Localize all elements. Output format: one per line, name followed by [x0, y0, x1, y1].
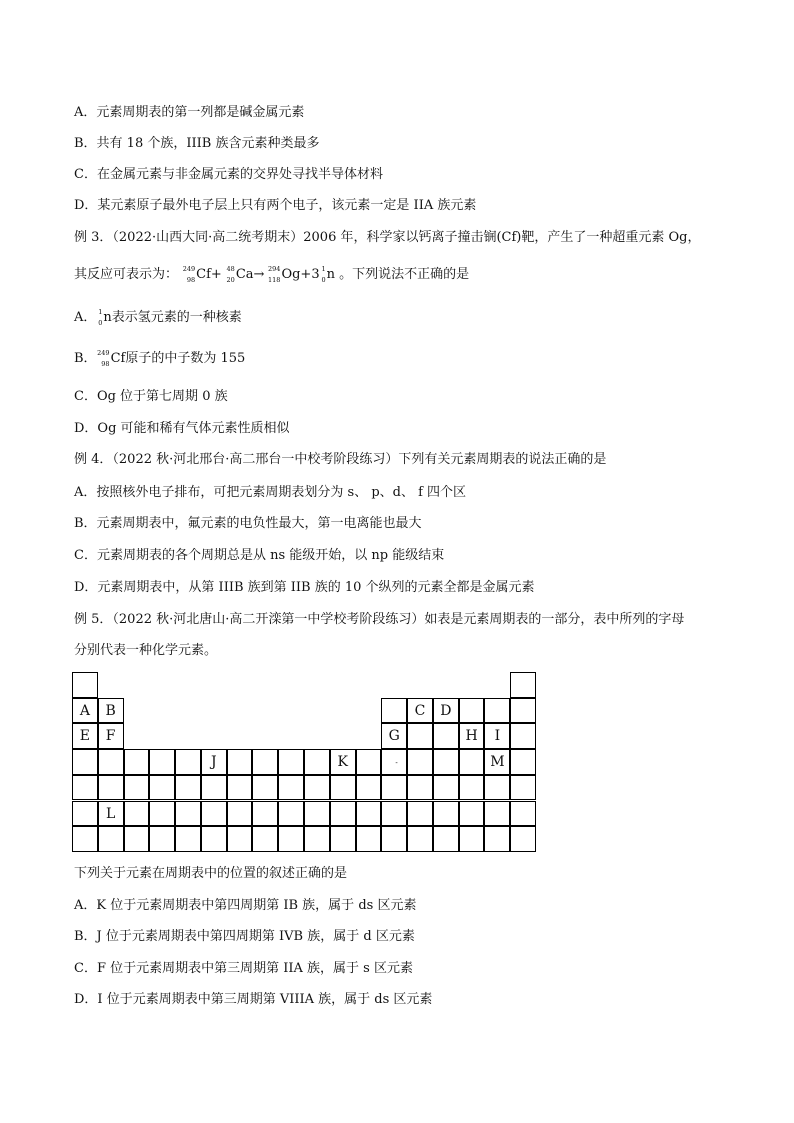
table-cell — [149, 749, 175, 775]
table-cell — [72, 749, 98, 775]
table-cell — [330, 826, 356, 852]
table-cell — [252, 826, 278, 852]
q3-option-b — [74, 350, 245, 368]
element-label-g: G — [388, 728, 400, 745]
table-cell — [510, 775, 536, 801]
og-symbol: Og — [281, 267, 301, 282]
table-cell — [149, 826, 175, 852]
table-cell — [278, 775, 304, 801]
table-cell — [278, 826, 304, 852]
q5-stem-line2: 分别代表一种化学元素。 — [74, 643, 218, 658]
option-a-atomic: 0 — [98, 319, 103, 327]
table-cell — [407, 749, 433, 775]
table-cell — [459, 698, 485, 724]
table-cell — [459, 775, 485, 801]
option-a-prefix: A． — [74, 310, 97, 325]
table-cell — [175, 801, 201, 827]
intro-option-b: B．共有 18 个族，IIIB 族含元素种类最多 — [74, 136, 320, 151]
n-atomic: 0 — [321, 276, 326, 284]
table-cell — [407, 723, 433, 749]
option-b-text: 原子的中子数为 155 — [125, 351, 246, 366]
q3-option-d: D．Og 可能和稀有气体元素性质相似 — [74, 421, 290, 436]
table-cell — [459, 801, 485, 827]
table-cell — [98, 801, 124, 827]
table-cell — [201, 775, 227, 801]
element-label-h: H — [465, 728, 478, 745]
table-cell — [433, 698, 459, 724]
q3-option-c: C．Og 位于第七周期 0 族 — [74, 389, 228, 404]
table-cell — [304, 749, 330, 775]
element-label-m: M — [490, 754, 505, 771]
ca-symbol: Ca — [235, 267, 254, 282]
table-cell — [510, 698, 536, 724]
nuclide-cf — [182, 266, 196, 284]
reaction-arrow: → — [253, 267, 265, 282]
table-cell — [252, 749, 278, 775]
cf-mass: 249 — [182, 265, 196, 273]
q5-stem-line1: 例 5．（2022 秋·河北唐山·高二开滦第一中学校考阶段练习）如表是元素周期表的一部分，表中所列的字母 — [74, 612, 685, 627]
table-cell — [510, 723, 536, 749]
table-cell — [98, 749, 124, 775]
plus-sign: + — [210, 267, 222, 282]
table-cell — [381, 698, 407, 724]
table-cell — [175, 775, 201, 801]
intro-option-c: C．在金属元素与非金属元素的交界处寻找半导体材料 — [74, 167, 383, 182]
table-cell — [98, 775, 124, 801]
table-cell — [459, 749, 485, 775]
table-cell — [304, 775, 330, 801]
table-cell — [278, 801, 304, 827]
og-mass: 294 — [268, 265, 281, 273]
table-cell — [510, 826, 536, 852]
table-cell — [484, 723, 510, 749]
q4-option-b: B．元素周期表中，氟元素的电负性最大，第一电离能也最大 — [74, 516, 422, 531]
table-cell — [201, 749, 227, 775]
q5-option-c: C．F 位于元素周期表中第三周期第 IIA 族，属于 s 区元素 — [74, 961, 413, 976]
table-cell — [72, 826, 98, 852]
table-cell — [381, 749, 407, 775]
q4-stem: 例 4．（2022 秋·河北邢台·高二邢台一中校考阶段练习）下列有关元素周期表的说法正确的是 — [74, 452, 607, 467]
cf-symbol: Cf — [196, 267, 211, 282]
table-cell — [433, 749, 459, 775]
element-label-l: L — [106, 805, 116, 822]
n-mass: 1 — [321, 265, 326, 273]
table-cell — [484, 801, 510, 827]
q3-option-a — [74, 309, 242, 327]
nuclide-ca — [222, 266, 236, 284]
q4-option-c: C．元素周期表的各个周期总是从 ns 能级开始，以 np 能级结束 — [74, 548, 445, 563]
table-cell — [149, 801, 175, 827]
q5-option-b: B．J 位于元素周期表中第四周期第 IVB 族，属于 d 区元素 — [74, 929, 415, 944]
table-cell — [72, 775, 98, 801]
table-cell — [381, 826, 407, 852]
q4-option-d: D．元素周期表中，从第 IIIB 族到第 IIB 族的 10 个纵列的元素全都是金属元素 — [74, 580, 535, 595]
table-cell — [433, 775, 459, 801]
table-cell — [459, 723, 485, 749]
q5-option-a: A．K 位于元素周期表中第四周期第 IB 族，属于 ds 区元素 — [74, 898, 417, 913]
table-cell — [433, 826, 459, 852]
table-cell — [381, 775, 407, 801]
table-cell — [356, 826, 382, 852]
table-cell — [149, 775, 175, 801]
element-label-a: A — [79, 702, 90, 719]
q3-stem-suffix: 。下列说法不正确的是 — [339, 267, 470, 282]
option-b-nuclide — [97, 350, 111, 368]
table-cell — [252, 801, 278, 827]
ca-atomic: 20 — [226, 276, 235, 284]
table-cell — [510, 672, 536, 698]
table-cell — [330, 749, 356, 775]
table-cell — [304, 826, 330, 852]
ca-mass: 48 — [226, 265, 235, 273]
periodic-table-excerpt — [72, 672, 536, 852]
table-cell — [484, 749, 510, 775]
table-cell — [72, 698, 98, 724]
element-label-k: K — [337, 754, 348, 771]
table-cell — [356, 801, 382, 827]
nuclide-n — [320, 266, 327, 284]
option-a-nuclide — [96, 309, 103, 327]
table-cell — [124, 775, 150, 801]
q4-option-a: A．按照核外电子排布，可把元素周期表划分为 s、 p、d、 f 四个区 — [74, 485, 467, 500]
table-cell — [407, 698, 433, 724]
table-cell — [72, 723, 98, 749]
n-symbol: n — [326, 267, 335, 282]
element-label-c: C — [414, 702, 426, 719]
table-cell — [124, 826, 150, 852]
table-cell — [201, 826, 227, 852]
table-cell — [407, 826, 433, 852]
q3-stem-line2 — [74, 266, 469, 284]
option-b-mass: 249 — [97, 349, 110, 357]
option-b-atomic: 98 — [101, 360, 110, 368]
element-label-e: E — [79, 728, 91, 745]
q5-question: 下列关于元素在周期表中的位置的叙述正确的是 — [74, 866, 348, 881]
table-cell — [72, 801, 98, 827]
table-cell — [484, 698, 510, 724]
option-a-text: 表示氢元素的一种核素 — [111, 310, 242, 325]
table-cell — [124, 801, 150, 827]
q5-option-d: D．I 位于元素周期表中第三周期第 VIIIA 族，属于 ds 区元素 — [74, 992, 433, 1007]
q3-stem-prefix: 其反应可表示为： — [74, 267, 179, 282]
table-cell — [201, 801, 227, 827]
option-b-prefix: B． — [74, 351, 97, 366]
table-cell — [304, 801, 330, 827]
intro-option-d: D．某元素原子最外电子层上只有两个电子，该元素一定是 IIA 族元素 — [74, 198, 477, 213]
table-cell — [252, 775, 278, 801]
table-cell — [484, 775, 510, 801]
table-cell — [381, 801, 407, 827]
intro-option-a: A．元素周期表的第一列都是碱金属元素 — [74, 105, 305, 120]
table-cell — [227, 801, 253, 827]
cf-atomic: 98 — [186, 276, 196, 284]
table-cell — [330, 801, 356, 827]
table-cell — [98, 826, 124, 852]
element-label-d: D — [440, 702, 452, 719]
table-cell — [433, 723, 459, 749]
table-cell — [124, 749, 150, 775]
og-atomic: 118 — [268, 276, 281, 284]
table-cell — [98, 723, 124, 749]
table-cell — [175, 826, 201, 852]
table-cell — [98, 698, 124, 724]
q3-equation — [182, 267, 339, 282]
table-cell — [227, 749, 253, 775]
option-b-symbol: Cf — [110, 351, 126, 366]
table-cell — [175, 749, 201, 775]
element-label-i: I — [494, 728, 501, 745]
table-cell — [227, 775, 253, 801]
table-cell — [407, 775, 433, 801]
table-cell — [407, 801, 433, 827]
table-cell — [459, 826, 485, 852]
plus-three: +3 — [300, 267, 320, 282]
table-cell — [356, 749, 382, 775]
table-cell — [381, 723, 407, 749]
table-cell — [330, 775, 356, 801]
element-label-j: J — [210, 754, 217, 771]
option-a-mass: 1 — [98, 308, 103, 316]
element-label-dot: - — [395, 759, 398, 768]
nuclide-og — [264, 266, 281, 284]
q3-stem-line1: 例 3．（2022·山西大同·高二统考期末）2006 年，科学家以钙离子撞击锎(Cf)靶，产生了一种超重元素 Og， — [74, 230, 701, 245]
table-cell — [356, 775, 382, 801]
table-cell — [433, 801, 459, 827]
table-cell — [227, 826, 253, 852]
table-cell — [510, 801, 536, 827]
table-cell — [72, 672, 98, 698]
element-label-f: F — [105, 728, 116, 745]
table-cell — [278, 749, 304, 775]
table-cell — [484, 826, 510, 852]
option-a-symbol: n — [103, 310, 112, 325]
table-cell — [510, 749, 536, 775]
element-label-b: B — [105, 702, 116, 719]
